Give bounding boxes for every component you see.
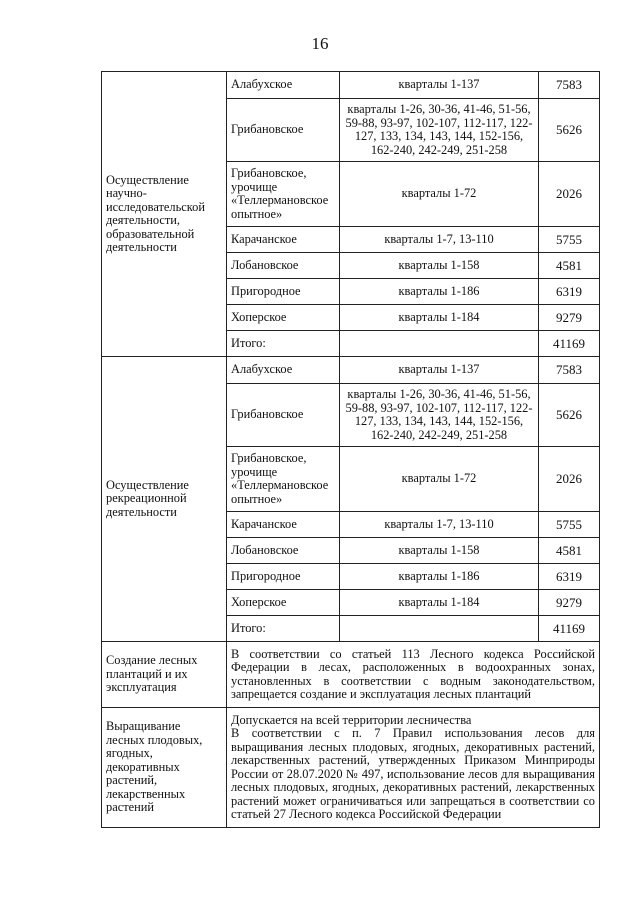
blocks-cell: кварталы 1-7, 13-110 bbox=[340, 512, 539, 538]
forest-use-table bbox=[101, 71, 600, 828]
area-cell: 2026 bbox=[539, 162, 600, 227]
blocks-cell-empty bbox=[340, 616, 539, 642]
area-cell: 2026 bbox=[539, 447, 600, 512]
blocks-cell: кварталы 1-26, 30-36, 41-46, 51-56, 59-88, 93-97, 102-107, 112-117, 122-127, 133, 134, 143, 144, 152-156, 162-240, 242-249, 251-258 bbox=[340, 384, 539, 447]
area-cell: 5626 bbox=[539, 99, 600, 162]
purpose-cell: Создание лесных плантаций и их эксплуатация bbox=[102, 642, 227, 708]
plantations-note: В соответствии со статьей 113 Лесного кодекса Российской Федерации в лесах, расположенных в водоохранных зонах, установленных в соответствии с водным законодательством, запрещается создание и эксплуатация лесных плантаций bbox=[227, 642, 600, 708]
forestry-cell: Пригородное bbox=[227, 279, 340, 305]
area-cell: 9279 bbox=[539, 305, 600, 331]
table-row bbox=[102, 72, 600, 99]
total-label: Итого: bbox=[227, 616, 340, 642]
blocks-cell: кварталы 1-7, 13-110 bbox=[340, 227, 539, 253]
forestry-cell: Лобановское bbox=[227, 253, 340, 279]
purpose-cell: Осуществление рекреационной деятельности bbox=[102, 357, 227, 642]
area-cell: 5755 bbox=[539, 512, 600, 538]
total-label: Итого: bbox=[227, 331, 340, 357]
table-row-plantations bbox=[102, 642, 600, 708]
blocks-cell: кварталы 1-137 bbox=[340, 357, 539, 384]
forestry-cell: Хоперское bbox=[227, 305, 340, 331]
cultivation-line1: Допускается на всей территории лесничества bbox=[231, 712, 472, 727]
blocks-cell: кварталы 1-184 bbox=[340, 590, 539, 616]
total-area: 41169 bbox=[539, 331, 600, 357]
cultivation-text: В соответствии с п. 7 Правил использования лесов для выращивания лесных плодовых, ягодных, декоративных растений, лекарственных растений, утвержденных Приказом Минприроды России от 28.07.2020 № 497, использование лесов для выращивания лесных плодовых, ягодных, декоративных растений, лекарственных растений может ограничиваться или запрещаться в соответствии со статьей 27 Лесного кодекса Российской Федерации bbox=[231, 726, 595, 821]
total-area: 41169 bbox=[539, 616, 600, 642]
table-row bbox=[102, 357, 600, 384]
area-cell: 7583 bbox=[539, 357, 600, 384]
cultivation-note bbox=[227, 708, 600, 828]
forestry-cell: Грибановское, урочище «Теллермановское опытное» bbox=[227, 447, 340, 512]
blocks-cell: кварталы 1-184 bbox=[340, 305, 539, 331]
area-cell: 6319 bbox=[539, 564, 600, 590]
forestry-cell: Алабухское bbox=[227, 357, 340, 384]
area-cell: 5626 bbox=[539, 384, 600, 447]
area-cell: 4581 bbox=[539, 538, 600, 564]
forestry-cell: Карачанское bbox=[227, 512, 340, 538]
area-cell: 6319 bbox=[539, 279, 600, 305]
forestry-cell: Хоперское bbox=[227, 590, 340, 616]
table-row-cultivation bbox=[102, 708, 600, 828]
blocks-cell: кварталы 1-186 bbox=[340, 564, 539, 590]
blocks-cell-empty bbox=[340, 331, 539, 357]
blocks-cell: кварталы 1-72 bbox=[340, 162, 539, 227]
blocks-cell: кварталы 1-158 bbox=[340, 538, 539, 564]
blocks-cell: кварталы 1-186 bbox=[340, 279, 539, 305]
area-cell: 5755 bbox=[539, 227, 600, 253]
forestry-cell: Грибановское bbox=[227, 99, 340, 162]
forestry-cell: Пригородное bbox=[227, 564, 340, 590]
page-number: 16 bbox=[311, 34, 329, 53]
purpose-cell: Осуществление научно-исследовательской деятельности, образовательной деятельности bbox=[102, 72, 227, 357]
purpose-cell: Выращивание лесных плодовых, ягодных, декоративных растений, лекарственных растений bbox=[102, 708, 227, 828]
forestry-cell: Грибановское, урочище «Теллермановское опытное» bbox=[227, 162, 340, 227]
area-cell: 9279 bbox=[539, 590, 600, 616]
forestry-cell: Грибановское bbox=[227, 384, 340, 447]
forestry-cell: Алабухское bbox=[227, 72, 340, 99]
area-cell: 4581 bbox=[539, 253, 600, 279]
area-cell: 7583 bbox=[539, 72, 600, 99]
blocks-cell: кварталы 1-137 bbox=[340, 72, 539, 99]
blocks-cell: кварталы 1-26, 30-36, 41-46, 51-56, 59-88, 93-97, 102-107, 112-117, 122-127, 133, 134, 143, 144, 152-156, 162-240, 242-249, 251-258 bbox=[340, 99, 539, 162]
forestry-cell: Карачанское bbox=[227, 227, 340, 253]
blocks-cell: кварталы 1-158 bbox=[340, 253, 539, 279]
blocks-cell: кварталы 1-72 bbox=[340, 447, 539, 512]
forestry-cell: Лобановское bbox=[227, 538, 340, 564]
